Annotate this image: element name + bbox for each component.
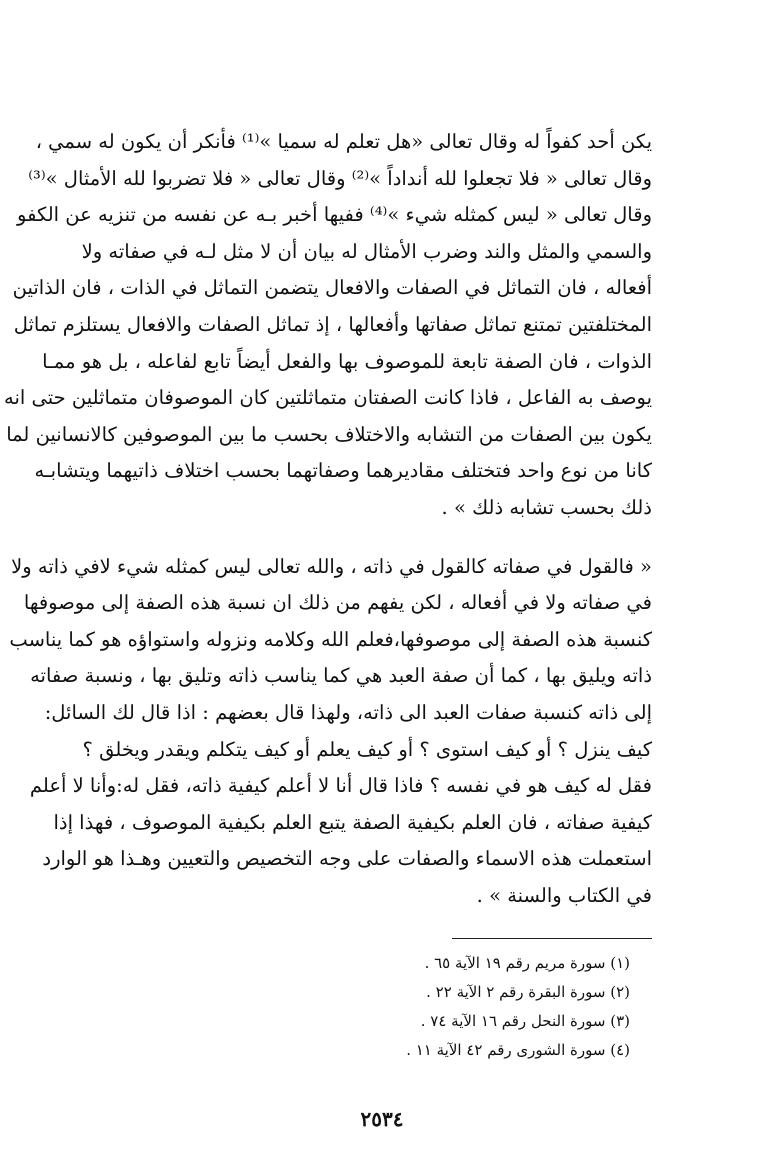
- text-line: يكون بين الصفات من التشابه والاختلاف بحسب ما بين الموصوفين كالانسانين لما: [6, 422, 652, 446]
- text-line: استعملت هذه الاسماء والصفات على وجه التخصيص والتعيين وهـذا هو الوارد: [42, 847, 652, 871]
- text-line: كيف ينزل ؟ أو كيف استوى ؟ أو كيف يعلم أو كيف يتكلم ويقدر ويخلق ؟: [82, 737, 652, 761]
- text-line: « فالقول في صفاته كالقول في ذاته ، والله تعالى ليس كمثله شيء لافي ذاته ولا: [11, 554, 652, 578]
- paragraph-2: [9, 549, 652, 915]
- text-line: إلى ذاته كنسبة صفات العبد الى ذاته، ولهذا قال بعضهم : اذا قال لك السائل:: [44, 700, 652, 724]
- text-line: الذوات ، فان الصفة تابعة للموصوف بها والفعل أيضاً تابع لفاعله ، بل هو ممـا: [42, 349, 652, 373]
- text-line: في الكتاب والسنة » .: [476, 883, 652, 907]
- text-line: كانا من نوع واحد فتختلف مقاديرهما وصفاتهما بحسب اختلاف ذاتيهما ويتشابـه: [34, 459, 652, 483]
- text-line: المختلفتين تمتنع تماثل صفاتها وأفعالها ، إذ تماثل الصفات والافعال يستلزم تماثل: [13, 312, 652, 336]
- text-line: يوصف به الفاعل ، فاذا كانت الصفتان متماثلتين كان الموصوفان متماثلين حتى انه: [4, 386, 652, 410]
- footnotes-list: [112, 949, 652, 1065]
- text-line: ذاته ويليق بها ، كما أن صفة العبد هي كما يناسب ذاته وتليق بها ، ونسبة صفاته: [30, 664, 652, 688]
- footnote-divider: [452, 938, 652, 939]
- page-number: ٢٥٣٤: [360, 1107, 404, 1132]
- text-line: كنسبة هذه الصفة إلى موصوفها،فعلم الله وكلامه ونزوله واستواؤه هو كما يناسب: [9, 627, 652, 651]
- text-line: أفعاله ، فان التماثل في الصفات والافعال يتضمن التماثل في الذات ، فان الذاتين: [12, 276, 652, 300]
- footnote-item: (٤) سورة الشورى رقم ٤٢ الآية ١١ .: [406, 1041, 630, 1060]
- text-line: ذلك بحسب تشابه ذلك » .: [441, 495, 652, 519]
- text-line: والسمي والمثل والند وضرب الأمثال له بيان أن لا مثل لـه في صفاته ولا: [81, 239, 652, 263]
- footnote-item: (٢) سورة البقرة رقم ٢ الآية ٢٢ .: [426, 983, 630, 1002]
- text-line: فقل له كيف هو في نفسه ؟ فاذا قال أنا لا أعلم كيفية ذاته، فقل له:وأنا لا أعلم: [29, 774, 652, 798]
- text-line: وقال تعالى « ليس كمثله شيء »⁽⁴⁾ ففيها أخبر بـه عن نفسه من تنزيه عن الكفو: [17, 203, 652, 227]
- text-line: في صفاته ولا في أفعاله ، لكن يفهم من ذلك ان نسبة هذه الصفة إلى موصوفها: [23, 591, 652, 615]
- text-line: وقال تعالى « فلا تجعلوا لله أنداداً »⁽²⁾ وقال تعالى « فلا تضربوا لله الأمثال »⁽³⁾: [28, 166, 652, 190]
- paragraph-1: [4, 124, 652, 527]
- text-line: كيفية صفاته ، فان العلم بكيفية الصفة يتبع العلم بكيفية الموصوف ، فهذا إذا: [53, 810, 652, 834]
- footnote-item: (٣) سورة النحل رقم ١٦ الآية ٧٤ .: [420, 1012, 630, 1031]
- footnote-item: (١) سورة مريم رقم ١٩ الآية ٦٥ .: [424, 954, 630, 973]
- text-line: يكن أحد كفواً له وقال تعالى «هل تعلم له سميا »⁽¹⁾ فأنكر أن يكون له سمي ،: [35, 130, 652, 153]
